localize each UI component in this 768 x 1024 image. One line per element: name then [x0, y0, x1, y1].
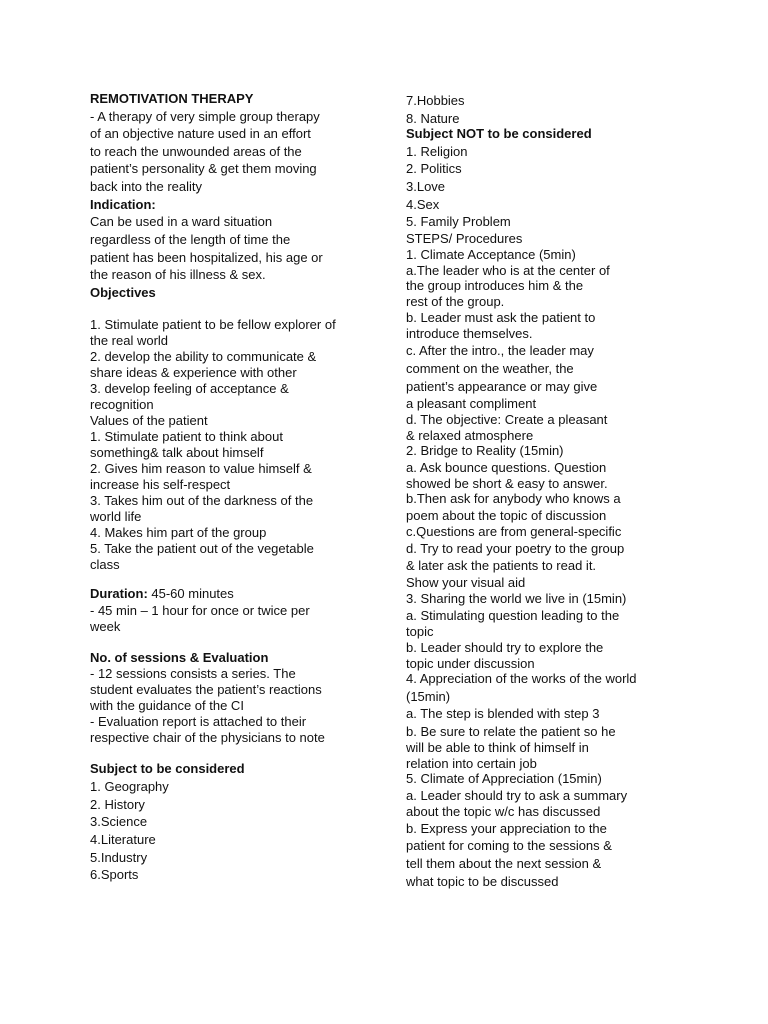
text-line: student evaluates the patient’s reactions: [90, 682, 322, 697]
text-line: about the topic w/c has discussed: [406, 804, 601, 819]
text-line: 2. Politics: [406, 161, 462, 176]
duration-label: Duration:: [90, 586, 148, 601]
text-line: - 45 min – 1 hour for once or twice per: [90, 603, 310, 618]
text-line: 7.Hobbies: [406, 93, 465, 108]
text-line: 5. Climate of Appreciation (15min): [406, 771, 602, 786]
section-heading: Indication:: [90, 197, 156, 212]
text-line: 1. Geography: [90, 779, 169, 794]
text-line: patient’s personality & get them moving: [90, 161, 317, 176]
text-line: patient for coming to the sessions &: [406, 838, 612, 853]
text-line: 5. Family Problem: [406, 214, 511, 229]
text-line: [90, 586, 234, 602]
text-line: c.Questions are from general-specific: [406, 524, 622, 539]
text-line: 2. develop the ability to communicate &: [90, 349, 317, 364]
section-heading: Subject NOT to be considered: [406, 126, 592, 141]
text-line: the real world: [90, 333, 169, 348]
text-line: to reach the unwounded areas of the: [90, 144, 302, 159]
text-line: 4.Sex: [406, 197, 440, 212]
text-line: will be able to think of himself in: [406, 740, 589, 755]
text-line: & later ask the patients to read it.: [406, 558, 597, 573]
text-line: with the guidance of the CI: [90, 698, 244, 713]
text-line: 4.Literature: [90, 832, 156, 847]
text-line: topic: [406, 624, 434, 639]
text-line: a. The step is blended with step 3: [406, 706, 600, 721]
text-line: b. Be sure to relate the patient so he: [406, 724, 616, 739]
text-line: something& talk about himself: [90, 445, 264, 460]
text-line: 2. Gives him reason to value himself &: [90, 461, 312, 476]
section-heading: REMOTIVATION THERAPY: [90, 91, 254, 106]
text-line: topic under discussion: [406, 656, 535, 671]
text-line: - A therapy of very simple group therapy: [90, 109, 320, 124]
section-heading: Objectives: [90, 285, 156, 300]
text-line: d. Try to read your poetry to the group: [406, 541, 625, 556]
text-line: introduce themselves.: [406, 326, 533, 341]
text-line: 3.Science: [90, 814, 148, 829]
text-line: 5. Take the patient out of the vegetable: [90, 541, 314, 556]
text-line: (15min): [406, 689, 451, 704]
text-line: - Evaluation report is attached to their: [90, 714, 307, 729]
text-line: back into the reality: [90, 179, 203, 194]
text-line: the group introduces him & the: [406, 278, 584, 293]
text-line: share ideas & experience with other: [90, 365, 297, 380]
text-line: 1. Stimulate patient to be fellow explorer of: [90, 317, 336, 332]
text-line: poem about the topic of discussion: [406, 508, 607, 523]
text-line: showed be short & easy to answer.: [406, 476, 608, 491]
text-line: regardless of the length of time the: [90, 232, 291, 247]
text-line: of an objective nature used in an effort: [90, 126, 311, 141]
text-line: 4. Appreciation of the works of the world: [406, 671, 637, 686]
text-line: world life: [90, 509, 142, 524]
text-line: the reason of his illness & sex.: [90, 267, 266, 282]
duration-value: 45-60 minutes: [147, 586, 234, 601]
text-line: b.Then ask for anybody who knows a: [406, 491, 621, 506]
section-heading: Subject to be considered: [90, 761, 245, 776]
text-line: a pleasant compliment: [406, 396, 537, 411]
text-line: a. Ask bounce questions. Question: [406, 460, 607, 475]
text-line: a. Stimulating question leading to the: [406, 608, 620, 623]
text-line: & relaxed atmosphere: [406, 428, 534, 443]
text-line: a. Leader should try to ask a summary: [406, 788, 628, 803]
text-line: 3. develop feeling of acceptance &: [90, 381, 289, 396]
text-line: week: [90, 619, 121, 634]
text-line: Show your visual aid: [406, 575, 526, 590]
text-line: patient has been hospitalized, his age or: [90, 250, 323, 265]
text-line: Values of the patient: [90, 413, 208, 428]
text-line: 2. History: [90, 797, 145, 812]
text-line: tell them about the next session &: [406, 856, 602, 871]
text-line: 5.Industry: [90, 850, 148, 865]
text-line: 2. Bridge to Reality (15min): [406, 443, 564, 458]
text-line: a.The leader who is at the center of: [406, 263, 610, 278]
text-line: 8. Nature: [406, 111, 460, 126]
text-line: comment on the weather, the: [406, 361, 574, 376]
text-line: patient’s appearance or may give: [406, 379, 598, 394]
text-line: 1. Religion: [406, 144, 468, 159]
text-line: rest of the group.: [406, 294, 505, 309]
text-line: d. The objective: Create a pleasant: [406, 412, 608, 427]
text-line: 1. Climate Acceptance (5min): [406, 247, 576, 262]
text-line: b. Express your appreciation to the: [406, 821, 607, 836]
section-heading: No. of sessions & Evaluation: [90, 650, 269, 665]
text-line: STEPS/ Procedures: [406, 231, 523, 246]
text-line: 1. Stimulate patient to think about: [90, 429, 283, 444]
text-line: c. After the intro., the leader may: [406, 343, 594, 358]
text-line: 3. Takes him out of the darkness of the: [90, 493, 314, 508]
text-line: relation into certain job: [406, 756, 537, 771]
text-line: Can be used in a ward situation: [90, 214, 273, 229]
text-line: class: [90, 557, 120, 572]
text-line: 3.Love: [406, 179, 446, 194]
text-line: what topic to be discussed: [406, 874, 559, 889]
text-line: 3. Sharing the world we live in (15min): [406, 591, 627, 606]
text-line: b. Leader should try to explore the: [406, 640, 604, 655]
text-line: recognition: [90, 397, 154, 412]
text-line: 4. Makes him part of the group: [90, 525, 267, 540]
text-line: 6.Sports: [90, 867, 139, 882]
text-line: b. Leader must ask the patient to: [406, 310, 596, 325]
text-line: increase his self-respect: [90, 477, 231, 492]
text-line: respective chair of the physicians to note: [90, 730, 325, 745]
text-line: - 12 sessions consists a series. The: [90, 666, 296, 681]
